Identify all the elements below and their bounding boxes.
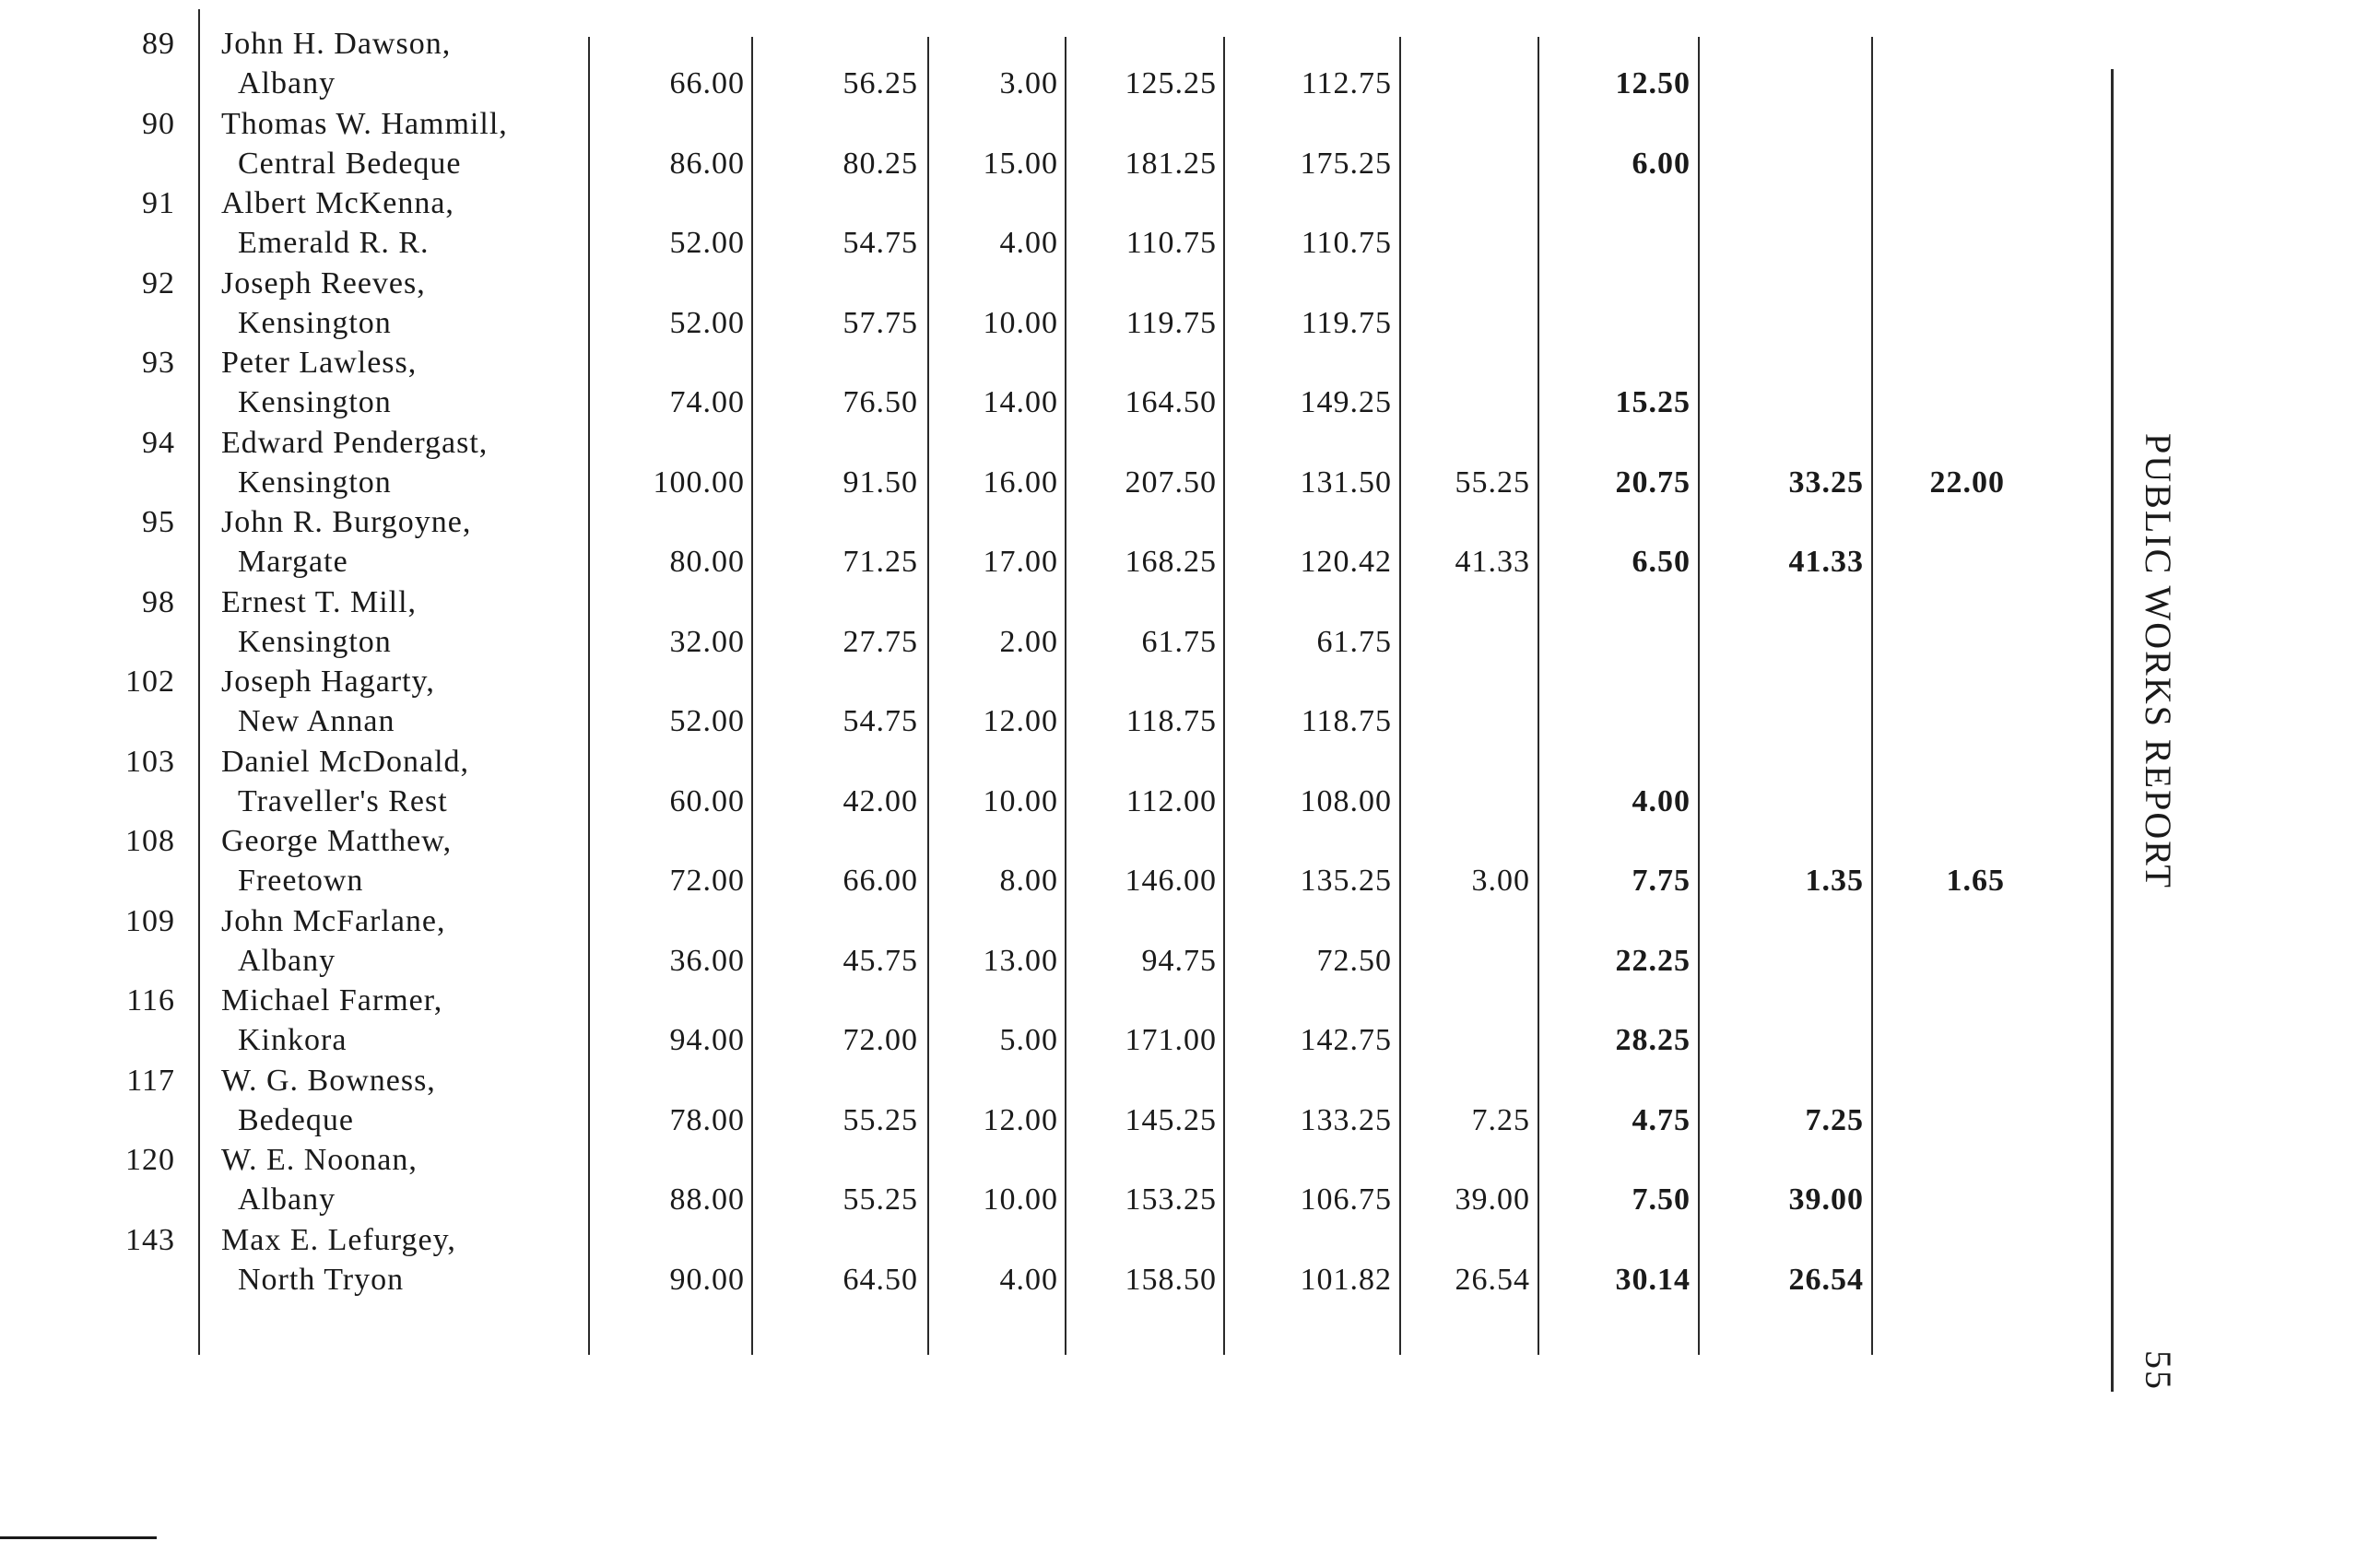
amount-cell: 26.54 xyxy=(1455,1262,1530,1297)
amount-cell: 88.00 xyxy=(669,1182,745,1217)
payee-place: Margate xyxy=(238,545,348,579)
column-rule xyxy=(1399,37,1401,1355)
amount-cell: 6.00 xyxy=(1632,146,1691,181)
amount-cell: 39.00 xyxy=(1455,1182,1530,1217)
entry-number: 109 xyxy=(125,903,175,938)
amount-cell: 55.25 xyxy=(842,1102,918,1137)
amount-cell: 22.00 xyxy=(1929,465,2005,500)
payee-name: Joseph Reeves, xyxy=(221,265,426,300)
payee-name: Joseph Hagarty, xyxy=(221,665,435,699)
amount-cell: 175.25 xyxy=(1300,146,1392,181)
amount-cell: 110.75 xyxy=(1301,226,1392,260)
amount-cell: 119.75 xyxy=(1301,305,1392,340)
amount-cell: 45.75 xyxy=(842,943,918,978)
amount-cell: 71.25 xyxy=(842,545,918,579)
amount-cell: 16.00 xyxy=(983,465,1058,500)
amount-cell: 20.75 xyxy=(1615,465,1691,500)
amount-cell: 12.00 xyxy=(983,1102,1058,1137)
amount-cell: 146.00 xyxy=(1125,864,1217,898)
entry-number: 103 xyxy=(125,744,175,779)
payee-place: Traveller's Rest xyxy=(238,783,448,818)
amount-cell: 66.00 xyxy=(842,864,918,898)
amount-cell: 12.50 xyxy=(1615,66,1691,100)
amount-cell: 100.00 xyxy=(653,465,745,500)
entry-number: 94 xyxy=(142,425,175,460)
amount-cell: 171.00 xyxy=(1125,1023,1217,1057)
column-rule xyxy=(927,37,929,1355)
amount-cell: 55.25 xyxy=(1455,465,1530,500)
amount-cell: 158.50 xyxy=(1125,1262,1217,1297)
amount-cell: 80.25 xyxy=(842,146,918,181)
amount-cell: 142.75 xyxy=(1300,1023,1392,1057)
amount-cell: 119.75 xyxy=(1125,305,1217,340)
payee-name: Albert McKenna, xyxy=(221,186,454,220)
amount-cell: 181.25 xyxy=(1125,146,1217,181)
amount-cell: 66.00 xyxy=(669,66,745,100)
entry-number: 120 xyxy=(125,1143,175,1177)
payee-name: John H. Dawson, xyxy=(221,27,452,61)
amount-cell: 112.75 xyxy=(1301,66,1392,100)
payee-place: Albany xyxy=(238,1182,336,1217)
amount-cell: 2.00 xyxy=(999,624,1058,659)
amount-cell: 118.75 xyxy=(1301,704,1392,738)
amount-cell: 15.25 xyxy=(1615,385,1691,419)
payee-name: Daniel McDonald, xyxy=(221,744,470,779)
amount-cell: 74.00 xyxy=(669,385,745,419)
amount-cell: 54.75 xyxy=(842,226,918,260)
column-rule xyxy=(1538,37,1539,1355)
payee-place: Bedeque xyxy=(238,1102,354,1137)
entry-number: 108 xyxy=(125,824,175,858)
payee-name: Ernest T. Mill, xyxy=(221,584,418,619)
amount-cell: 80.00 xyxy=(669,545,745,579)
amount-cell: 168.25 xyxy=(1125,545,1217,579)
amount-cell: 14.00 xyxy=(983,385,1058,419)
entry-number: 116 xyxy=(126,983,175,1018)
amount-cell: 7.50 xyxy=(1632,1182,1691,1217)
entry-number: 93 xyxy=(142,346,175,380)
payee-name: Edward Pendergast, xyxy=(221,425,489,460)
amount-cell: 108.00 xyxy=(1300,783,1392,818)
amount-cell: 27.75 xyxy=(842,624,918,659)
entry-number: 89 xyxy=(142,27,175,61)
amount-cell: 94.00 xyxy=(669,1023,745,1057)
amount-cell: 10.00 xyxy=(983,305,1058,340)
amount-cell: 52.00 xyxy=(669,305,745,340)
amount-cell: 60.00 xyxy=(669,783,745,818)
running-title: PUBLIC WORKS REPORT xyxy=(2138,433,2179,889)
amount-cell: 64.50 xyxy=(842,1262,918,1297)
column-rule xyxy=(751,37,753,1355)
amount-cell: 26.54 xyxy=(1788,1262,1864,1297)
payee-place: Kensington xyxy=(238,465,392,500)
amount-cell: 106.75 xyxy=(1300,1182,1392,1217)
amount-cell: 120.42 xyxy=(1300,545,1392,579)
amount-cell: 145.25 xyxy=(1125,1102,1217,1137)
amount-cell: 78.00 xyxy=(669,1102,745,1137)
amount-cell: 3.00 xyxy=(1471,864,1530,898)
payee-name: George Matthew, xyxy=(221,824,453,858)
payee-name: W. G. Bowness, xyxy=(221,1063,436,1098)
entry-number: 117 xyxy=(126,1063,175,1098)
amount-cell: 33.25 xyxy=(1788,465,1864,500)
payee-place: North Tryon xyxy=(238,1262,405,1297)
margin-vertical-rule xyxy=(2111,69,2114,1392)
payee-place: Albany xyxy=(238,66,336,100)
payee-name: Michael Farmer, xyxy=(221,983,443,1018)
entry-number: 102 xyxy=(125,665,175,699)
entry-number: 92 xyxy=(142,265,175,300)
entry-number: 95 xyxy=(142,505,175,539)
amount-cell: 164.50 xyxy=(1125,385,1217,419)
payee-place: Kensington xyxy=(238,305,392,340)
amount-cell: 30.14 xyxy=(1615,1262,1691,1297)
amount-cell: 4.75 xyxy=(1632,1102,1691,1137)
page-number: 55 xyxy=(2138,1350,2179,1391)
amount-cell: 36.00 xyxy=(669,943,745,978)
amount-cell: 1.35 xyxy=(1805,864,1864,898)
amount-cell: 61.75 xyxy=(1316,624,1392,659)
amount-cell: 61.75 xyxy=(1141,624,1217,659)
amount-cell: 7.75 xyxy=(1632,864,1691,898)
column-rule xyxy=(1223,37,1225,1355)
amount-cell: 15.00 xyxy=(983,146,1058,181)
payee-name: Max E. Lefurgey, xyxy=(221,1222,456,1257)
amount-cell: 8.00 xyxy=(999,864,1058,898)
amount-cell: 39.00 xyxy=(1788,1182,1864,1217)
amount-cell: 135.25 xyxy=(1300,864,1392,898)
amount-cell: 4.00 xyxy=(1632,783,1691,818)
payee-place: New Annan xyxy=(238,704,395,738)
amount-cell: 112.00 xyxy=(1125,783,1217,818)
payee-name: John R. Burgoyne, xyxy=(221,505,472,539)
amount-cell: 149.25 xyxy=(1300,385,1392,419)
amount-cell: 7.25 xyxy=(1471,1102,1530,1137)
column-rule xyxy=(588,37,590,1355)
amount-cell: 5.00 xyxy=(999,1023,1058,1057)
payee-place: Central Bedeque xyxy=(238,146,462,181)
amount-cell: 72.50 xyxy=(1316,943,1392,978)
amount-cell: 110.75 xyxy=(1125,226,1217,260)
amount-cell: 57.75 xyxy=(842,305,918,340)
payee-place: Albany xyxy=(238,943,336,978)
payee-place: Kensington xyxy=(238,385,392,419)
payee-place: Kensington xyxy=(238,624,392,659)
payee-name: Thomas W. Hammill, xyxy=(221,106,508,141)
amount-cell: 4.00 xyxy=(999,226,1058,260)
entry-number: 90 xyxy=(142,106,175,141)
amount-cell: 3.00 xyxy=(999,66,1058,100)
payee-name: John McFarlane, xyxy=(221,903,446,938)
amount-cell: 90.00 xyxy=(669,1262,745,1297)
amount-cell: 52.00 xyxy=(669,226,745,260)
amount-cell: 76.50 xyxy=(842,385,918,419)
amount-cell: 72.00 xyxy=(669,864,745,898)
amount-cell: 1.65 xyxy=(1946,864,2005,898)
amount-cell: 86.00 xyxy=(669,146,745,181)
amount-cell: 17.00 xyxy=(983,545,1058,579)
amount-cell: 28.25 xyxy=(1615,1023,1691,1057)
entry-number: 98 xyxy=(142,584,175,619)
amount-cell: 22.25 xyxy=(1615,943,1691,978)
column-rule xyxy=(198,9,200,1355)
amount-cell: 52.00 xyxy=(669,704,745,738)
amount-cell: 41.33 xyxy=(1455,545,1530,579)
payee-name: W. E. Noonan, xyxy=(221,1143,418,1177)
amount-cell: 94.75 xyxy=(1141,943,1217,978)
amount-cell: 10.00 xyxy=(983,783,1058,818)
amount-cell: 7.25 xyxy=(1805,1102,1864,1137)
column-rule xyxy=(1065,37,1066,1355)
amount-cell: 4.00 xyxy=(999,1262,1058,1297)
amount-cell: 56.25 xyxy=(842,66,918,100)
column-rule xyxy=(1871,37,1873,1355)
amount-cell: 32.00 xyxy=(669,624,745,659)
amount-cell: 42.00 xyxy=(842,783,918,818)
entry-number: 143 xyxy=(125,1222,175,1257)
amount-cell: 6.50 xyxy=(1632,545,1691,579)
amount-cell: 54.75 xyxy=(842,704,918,738)
bottom-left-rule xyxy=(0,1536,157,1539)
amount-cell: 207.50 xyxy=(1125,465,1217,500)
amount-cell: 153.25 xyxy=(1125,1182,1217,1217)
payee-place: Kinkora xyxy=(238,1023,348,1057)
column-rule xyxy=(1698,37,1700,1355)
amount-cell: 125.25 xyxy=(1125,66,1217,100)
amount-cell: 12.00 xyxy=(983,704,1058,738)
amount-cell: 133.25 xyxy=(1300,1102,1392,1137)
amount-cell: 10.00 xyxy=(983,1182,1058,1217)
amount-cell: 118.75 xyxy=(1125,704,1217,738)
payee-name: Peter Lawless, xyxy=(221,346,418,380)
amount-cell: 13.00 xyxy=(983,943,1058,978)
payee-place: Freetown xyxy=(238,864,364,898)
amount-cell: 72.00 xyxy=(842,1023,918,1057)
amount-cell: 41.33 xyxy=(1788,545,1864,579)
payee-place: Emerald R. R. xyxy=(238,226,430,260)
amount-cell: 91.50 xyxy=(842,465,918,500)
entry-number: 91 xyxy=(142,186,175,220)
amount-cell: 131.50 xyxy=(1300,465,1392,500)
amount-cell: 55.25 xyxy=(842,1182,918,1217)
amount-cell: 101.82 xyxy=(1300,1262,1392,1297)
